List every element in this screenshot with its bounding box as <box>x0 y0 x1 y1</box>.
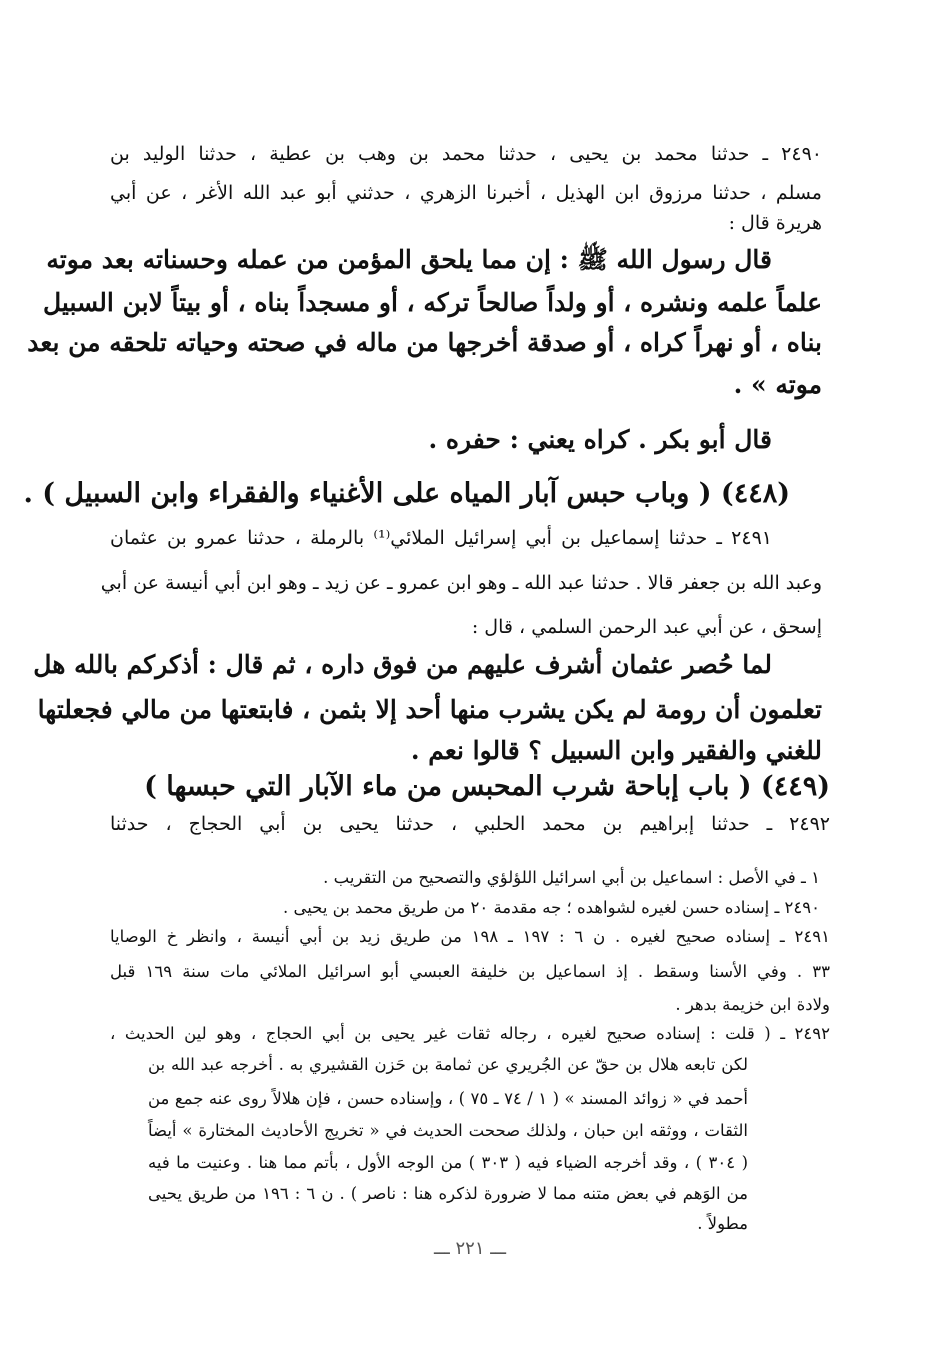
hadith-2490-matn-line-2: علماً علمه ونشره ، أو ولداً صالحاً تركه ، أو مسجداً بناه ، أو بيتاً لابن السبيل <box>42 288 822 317</box>
footnote-2492-line-5: ( ٣٠٤ ) ، وقد أخرجه الضياء فيه ( ٣٠٣ ) من الوجه الأول ، بأتم مما هنا . وعنيت ما فيه <box>148 1153 749 1172</box>
hadith-2490-isnad-line-1: ٢٤٩٠ ـ حدثنا محمد بن يحيى ، حدثنا محمد بن وهب بن عطية ، حدثنا الوليد بن <box>110 143 822 165</box>
footnote-2491-continuation-line-2: ولادة ابن خزيمة بدهر . <box>675 995 830 1014</box>
hadith-2491-matn-line-2: تعلمون أن رومة لم يكن يشرب منها أحد إلا بثمن ، فابتعتها من مالي فجعلتها <box>37 695 822 724</box>
hadith-2490-isnad-line-3: هريرة قال : <box>728 212 822 234</box>
page-number: ـــ ٢٢١ ـــ <box>433 1238 507 1259</box>
hadith-2491-isnad-line-1: ٢٤٩١ ـ حدثنا إسماعيل بن أبي إسرائيل الملائي⁽¹⁾ بالرملة ، حدثنا عمرو بن عثمان <box>110 527 772 549</box>
footnote-2491: ٢٤٩١ ـ إسناده صحيح لغيره . ن ٦ : ١٩٧ ـ ١٩٨ من طريق زيد بن أبي أنيسة ، وانظر خ الوصايا <box>110 927 830 946</box>
footnote-2490: ٢٤٩٠ ـ إسناده حسن لغيره لشواهده ؛ جه مقدمة ٢٠ من طريق محمد بن يحيى . <box>282 898 820 917</box>
hadith-2491-matn-line-3: للغني والفقير وابن السبيل ؟ قالوا نعم . <box>410 736 822 765</box>
footnote-2492-line-7: مطولاً . <box>697 1214 748 1233</box>
footnote-2492-line-3: أحمد في « زوائد المسند » ( ١ / ٧٤ ـ ٧٥ ) ، وإسناده حسن ، فإن هلالاً روى عنه جمع من <box>148 1089 748 1108</box>
hadith-2491-isnad-line-3: إسحق ، عن أبي عبد الرحمن السلمي ، قال : <box>471 616 822 638</box>
hadith-2492-isnad-line-1: ٢٤٩٢ ـ حدثنا إبراهيم بن محمد الحلبي ، حدثنا يحيى بن أبي الحجاج ، حدثنا <box>110 813 830 835</box>
footnote-2491-continuation-line-1: ٣٣ . وفي الأسنا وسقط . إذ اسماعيل بن خليفة العبسي أبو اسرائيل الملائي مات سنة ١٦٩ قبل <box>110 962 831 981</box>
hadith-2491-matn-line-1: لما حُصر عثمان أشرف عليهم من فوق داره ، ثم قال : أذكركم بالله هل <box>33 650 772 679</box>
footnote-2492-line-1: ٢٤٩٢ ـ ( قلت : إسناده صحيح لغيره ، رجاله ثقات غير يحيى بن أبي الحجاج ، وهو لين الحديث ، <box>110 1024 830 1043</box>
hadith-2490-isnad-line-2: مسلم ، حدثنا مرزوق ابن الهذيل ، أخبرنا الزهري ، حدثني أبو عبد الله الأغر ، عن أبي <box>110 182 822 204</box>
chapter-449-heading: (٤٤٩) ( باب إباحة شرب المحبس من ماء الآبار التي حبسها ) <box>144 771 830 802</box>
footnote-2492-line-6: من الوَهم في بعض متنه مما لا ضرورة لذكره هنا : ناصر ) . ن ٦ : ١٩٦ من طريق يحيى <box>148 1184 748 1203</box>
hadith-2490-matn-line-4: موته » . <box>733 370 822 399</box>
chapter-448-heading: (٤٤٨) ( وباب حبس آبار المياه على الأغنياء والفقراء وابن السبيل ) . <box>23 478 790 509</box>
footnote-2492-line-2: لكن تابعه هلال بن حقّ عن الجُريري عن ثمامة بن حَزن القشيري به . أخرجه عبد الله بن <box>148 1055 748 1074</box>
hadith-2490-matn-line-3: بناه ، أو نهراً كراه ، أو صدقة أخرجها من ماله في صحته وحياته تلحقه من بعد <box>27 328 822 357</box>
hadith-2490-matn-line-1: قال رسول الله ﷺ : إن مما يلحق المؤمن من عمله وحسناته بعد موته <box>46 245 772 274</box>
author-comment: قال أبو بكر . كراه يعني : حفره . <box>428 425 772 454</box>
hadith-2491-isnad-line-2: وعبد الله بن جعفر قالا . حدثنا عبد الله ـ وهو ابن عمرو ـ عن زيد ـ وهو ابن أبي أنيسة عن أبي <box>100 572 822 594</box>
footnote-2492-line-4: الثقات ، ووثقه ابن حبان ، ولذلك صححت الحديث في « تخريج الأحاديث المختارة » أيضاً <box>148 1121 748 1140</box>
footnote-1: ١ ـ في الأصل : اسماعيل بن أبي اسرائيل اللؤلؤي والتصحيح من التقريب . <box>323 868 820 887</box>
